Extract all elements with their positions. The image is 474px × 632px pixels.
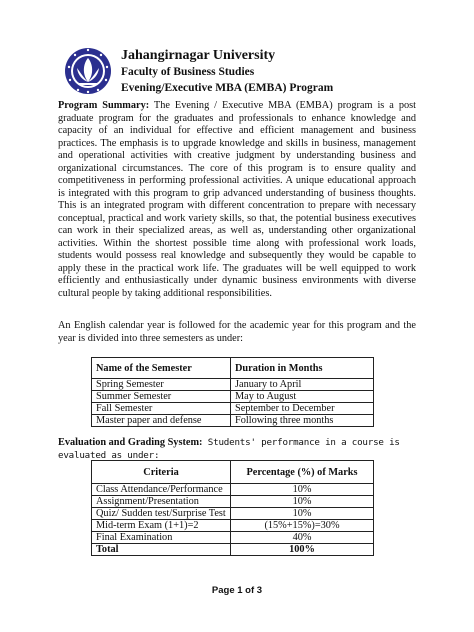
table-row [92,496,374,508]
percentage-cell: 10% [231,508,374,520]
university-name: Jahangirnagar University [121,48,276,63]
percentage-cell: 10% [231,496,374,508]
evaluation-text: Students' performance in a course is evaluated as under: [58,437,400,461]
column-header: Duration in Months [231,358,374,379]
summary-label: Program Summary: [58,100,150,111]
semester-name: Spring Semester [92,379,231,391]
criteria-cell: Total [92,544,231,556]
semester-duration: Following three months [231,415,374,427]
faculty-name: Faculty of Business Studies [121,66,255,78]
percentage-cell: 100% [231,544,374,556]
criteria-cell: Class Attendance/Performance [92,484,231,496]
criteria-cell: Mid-term Exam (1+1)=2 [92,520,231,532]
criteria-cell: Assignment/Presentation [92,496,231,508]
program-name: Evening/Executive MBA (EMBA) Program [121,82,334,94]
percentage-cell: 40% [231,532,374,544]
table-row [92,415,374,427]
semester-name: Summer Semester [92,391,231,403]
header-text [121,47,333,96]
semester-intro: An English calendar year is followed for the academic year for this program and the year is divided into three semesters as under: [58,320,416,344]
percentage-cell: (15%+15%)=30% [231,520,374,532]
table-row [92,532,374,544]
table-header-row [92,461,374,484]
table-header-row [92,358,374,379]
column-header: Name of the Semester [92,358,231,379]
summary-text: The Evening / Executive MBA (EMBA) program is a post graduate program for the graduates and professionals to enhance knowledge and capacity of an individual for effective and efficient management and business practices. The emphasis is to upgrade knowledge and skills in business, management and operational activities with creative judgment by understanding business and organizational circumstances. The core of this program is to ensure quality and competitiveness in performing professional activities. A unique educational approach is integrated with this program to grip advanced understanding of business thoughts. This is an integrated program with different concentration to prepare with necessary conceptual, practical and work variety skills, so that, the potential business executives can work in their specialized areas, as well as, understanding other organizational activities. Within the shortest possible time along with professional work loads, students would possess real knowledge and subsequently they would be capable to apply these in the practical work life. The graduates will be well equipped to work efficiently and enthusiastically under dynamic business environments with diverse cultural people by taking additional responsibilities. [58,100,416,299]
page-number: Page 1 of 3 [211,585,263,596]
table-row [92,403,374,415]
document-header [63,44,443,100]
grading-table [91,460,374,556]
evaluation-heading [58,436,438,462]
semester-name: Fall Semester [92,403,231,415]
table-row [92,520,374,532]
table-row [92,379,374,391]
percentage-cell: 10% [231,484,374,496]
program-summary [58,100,416,300]
evaluation-label: Evaluation and Grading System: [58,437,203,448]
criteria-cell: Final Examination [92,532,231,544]
column-header: Criteria [92,461,231,484]
criteria-cell: Quiz/ Sudden test/Surprise Test [92,508,231,520]
semester-table [91,357,374,427]
table-row-total [92,544,374,556]
semester-name: Master paper and defense [92,415,231,427]
semester-duration: May to August [231,391,374,403]
semester-duration: September to December [231,403,374,415]
table-row [92,484,374,496]
column-header: Percentage (%) of Marks [231,461,374,484]
university-logo [63,44,113,98]
table-row [92,508,374,520]
semester-duration: January to April [231,379,374,391]
table-row [92,391,374,403]
